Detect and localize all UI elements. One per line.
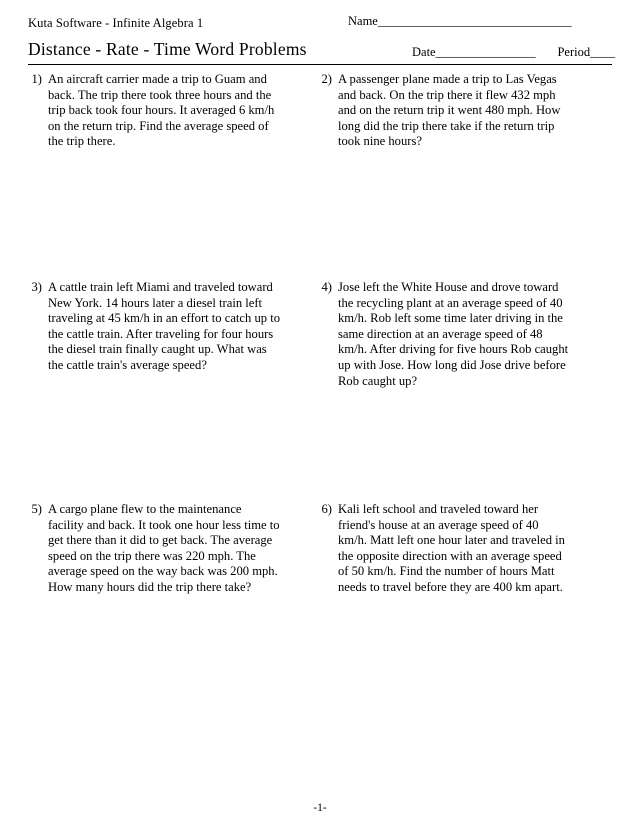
problem-number: 3)	[31, 280, 42, 294]
header-divider	[28, 64, 612, 65]
problem-item	[22, 72, 280, 150]
problem-item	[22, 280, 280, 374]
problem-number: 5)	[31, 502, 42, 516]
problem-item	[312, 280, 570, 389]
problem-number: 1)	[31, 72, 42, 86]
period-field-label[interactable]: Period____	[557, 45, 616, 59]
problem-number: 6)	[321, 502, 332, 516]
problem-item	[22, 502, 280, 596]
problem-row-2	[0, 280, 640, 502]
page-footer: -1-	[313, 802, 327, 814]
date-period-field-label[interactable]	[412, 45, 615, 60]
page-title: Distance - Rate - Time Word Problems	[28, 39, 307, 59]
problem-text: Jose left the White House and drove toward the recycling plant at an average speed of 40 km/h. Rob left some time later driving in the same direction at an average speed of 48 km/h. After driving for five hours Rob caught up with Jose. How long did Jose drive before Rob caught up?	[338, 280, 569, 388]
worksheet-header	[0, 14, 640, 70]
problem-text: A cattle train left Miami and traveled toward New York. 14 hours later a diesel train left traveling at 45 km/h in an effort to catch up to the cattle train. After traveling for four hours the diesel train finally caught up. What was the cattle train's average speed?	[48, 280, 280, 372]
software-brand-label: Kuta Software - Infinite Algebra 1	[28, 16, 204, 30]
problem-list	[0, 72, 640, 722]
problem-text: A passenger plane made a trip to Las Vegas and back. On the trip there it flew 432 mph and on the return trip it went 480 mph. How long did the trip there take if the return trip took nine hours?	[338, 72, 561, 149]
problem-number: 2)	[321, 72, 332, 86]
problem-item	[312, 72, 570, 150]
problem-item	[312, 502, 570, 596]
name-field-label[interactable]: Name_______________________________	[348, 14, 572, 28]
problem-row-1	[0, 72, 640, 280]
problem-row-3	[0, 502, 640, 722]
problem-text: An aircraft carrier made a trip to Guam and back. The trip there took three hours and the trip back took four hours. It averaged 6 km/h on the return trip. Find the average speed of the trip there.	[48, 72, 275, 149]
problem-text: Kali left school and traveled toward her friend's house at an average speed of 40 km/h. Matt left one hour later and traveled in the opposite direction with an average speed of 50 km/h. Find the number of hours Matt needs to travel before they are 400 km apart.	[338, 502, 565, 594]
date-field-label[interactable]: Date________________	[412, 45, 536, 59]
problem-number: 4)	[321, 280, 332, 294]
problem-text: A cargo plane flew to the maintenance facility and back. It took one hour less time to get there than it did to get back. The average speed on the trip there was 220 mph. The average speed on the way back was 200 mph. How many hours did the trip there take?	[48, 502, 280, 594]
